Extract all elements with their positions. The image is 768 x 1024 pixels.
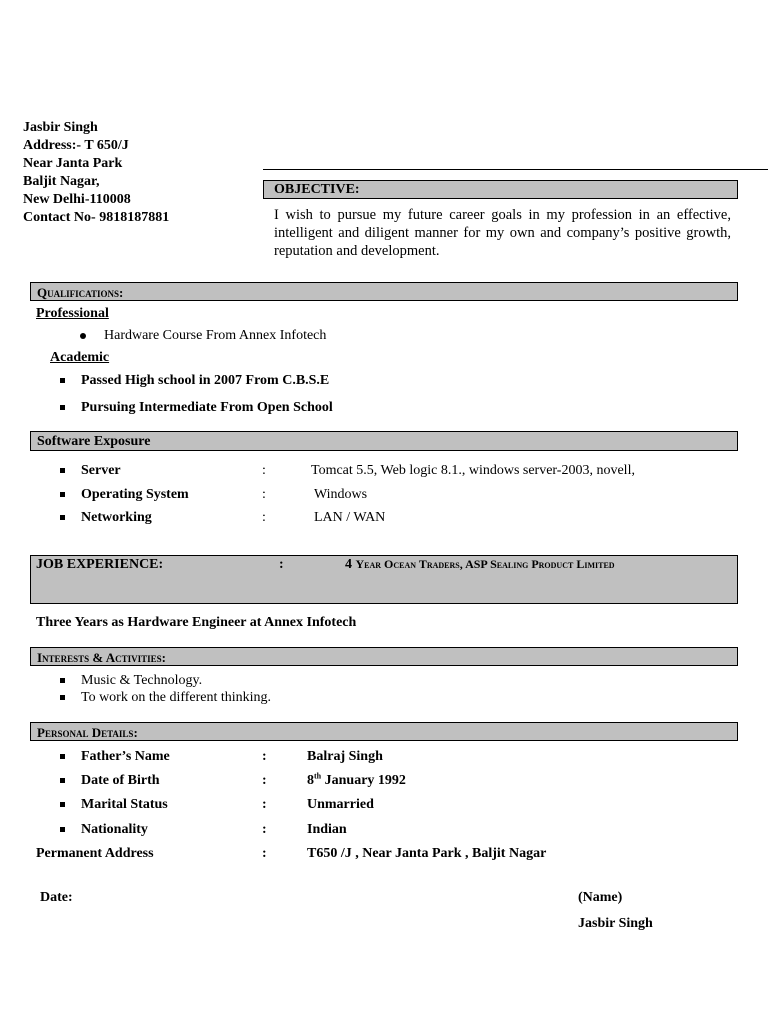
job-detail-text: Year Ocean Traders, ASP Sealing Product Limited	[355, 557, 615, 571]
permanent-address-label: Permanent Address	[36, 846, 154, 861]
personal-value: Unmarried	[307, 797, 374, 812]
software-label: Operating System	[81, 487, 189, 502]
bullet-icon	[60, 754, 65, 759]
software-heading-text: Software Exposure	[37, 434, 151, 449]
personal-value: Indian	[307, 822, 347, 837]
dob-suffix: th	[314, 771, 322, 781]
software-heading	[30, 431, 738, 451]
interest-item: Music & Technology.	[81, 673, 203, 688]
bullet-icon	[60, 678, 65, 683]
bullet-icon	[60, 378, 65, 383]
date-label: Date:	[40, 890, 73, 905]
job-years: 4	[345, 557, 352, 572]
personal-heading	[30, 722, 738, 741]
header-rule	[263, 169, 768, 170]
objective-heading	[263, 180, 738, 199]
applicant-name: Jasbir Singh	[23, 120, 98, 135]
interest-item: To work on the different thinking.	[81, 690, 272, 705]
personal-value: Balraj Singh	[307, 749, 383, 764]
bullet-icon	[60, 827, 65, 832]
personal-separator: :	[262, 773, 267, 788]
bullet-icon	[80, 333, 86, 339]
qualifications-heading-text: Qualifications:	[37, 285, 124, 300]
software-label: Server	[81, 463, 121, 478]
personal-value	[307, 773, 406, 789]
job-heading-text: JOB EXPERIENCE:	[36, 557, 164, 572]
software-separator: :	[262, 487, 266, 502]
software-separator: :	[262, 463, 266, 478]
academic-label: Academic	[50, 350, 110, 365]
personal-heading-text: Personal Details:	[37, 725, 138, 740]
bullet-icon	[60, 695, 65, 700]
software-value: Tomcat 5.5, Web logic 8.1., windows server-2003, novell,	[311, 463, 635, 478]
contact-number: Contact No- 9818187881	[23, 210, 170, 225]
bullet-icon	[60, 468, 65, 473]
signature-name-label: (Name)	[578, 890, 623, 905]
personal-label: Nationality	[81, 822, 148, 837]
interests-heading-text: Interests & Activities:	[37, 650, 166, 665]
job-detail	[345, 557, 615, 573]
signature-name: Jasbir Singh	[578, 916, 653, 931]
objective-heading-text: OBJECTIVE:	[274, 182, 360, 197]
bullet-icon	[60, 405, 65, 410]
personal-separator: :	[262, 822, 267, 837]
academic-item: Pursuing Intermediate From Open School	[81, 400, 333, 415]
objective-text: I wish to pursue my future career goals in my profession in an effective, intelligent and diligent manner for my own and company’s positive growth, reputation and development.	[274, 207, 731, 259]
job-separator: :	[279, 557, 284, 572]
dob-day: 8	[307, 773, 314, 788]
permanent-address-value: T650 /J , Near Janta Park , Baljit Nagar	[307, 846, 547, 861]
address-line-3: Baljit Nagar,	[23, 174, 100, 189]
professional-label: Professional	[36, 306, 109, 321]
interests-heading	[30, 647, 738, 666]
bullet-icon	[60, 802, 65, 807]
dob-rest: January 1992	[321, 773, 406, 788]
personal-label: Date of Birth	[81, 773, 160, 788]
software-separator: :	[262, 510, 266, 525]
job-heading	[30, 555, 738, 604]
bullet-icon	[60, 492, 65, 497]
software-label: Networking	[81, 510, 152, 525]
qualifications-heading	[30, 282, 738, 301]
software-value: Windows	[314, 487, 368, 502]
contact-block	[23, 119, 169, 227]
bullet-icon	[60, 778, 65, 783]
personal-separator: :	[262, 797, 267, 812]
personal-label: Father’s Name	[81, 749, 170, 764]
software-value: LAN / WAN	[314, 510, 386, 525]
address-line-1: Address:- T 650/J	[23, 138, 129, 153]
personal-separator: :	[262, 749, 267, 764]
address-line-4: New Delhi-110008	[23, 192, 131, 207]
personal-label: Marital Status	[81, 797, 168, 812]
address-line-2: Near Janta Park	[23, 156, 123, 171]
bullet-icon	[60, 515, 65, 520]
permanent-address-separator: :	[262, 846, 267, 861]
job-summary: Three Years as Hardware Engineer at Annex Infotech	[36, 615, 357, 630]
professional-item: Hardware Course From Annex Infotech	[104, 328, 327, 343]
academic-item: Passed High school in 2007 From C.B.S.E	[81, 373, 330, 388]
